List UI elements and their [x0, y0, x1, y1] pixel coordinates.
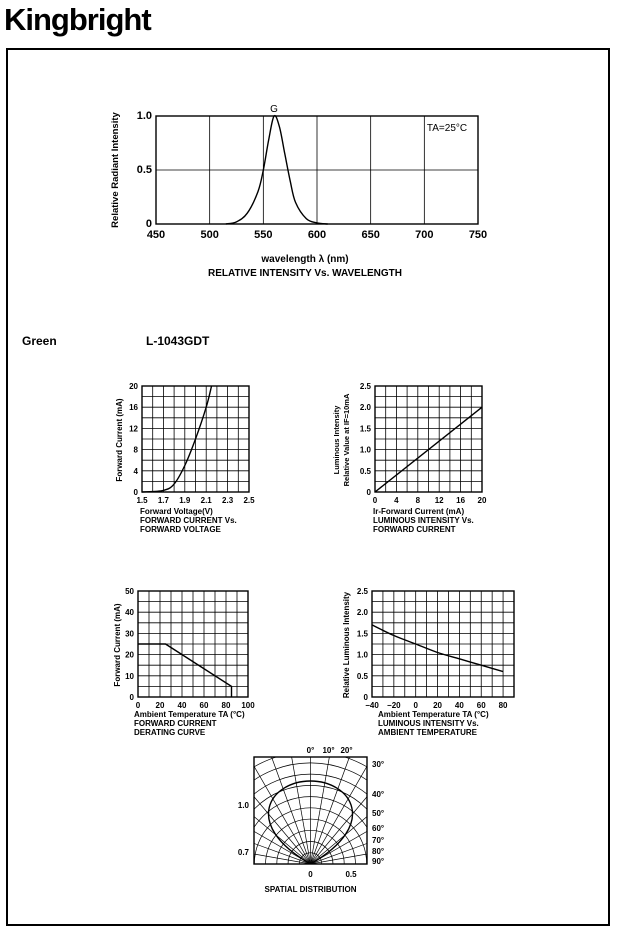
iv-caption-line1: FORWARD CURRENT Vs. — [140, 516, 237, 525]
lumtemp-ytick-label: 0 — [363, 693, 368, 702]
iv-xtick-label: 2.3 — [222, 496, 234, 505]
lumcur-ytick-label: 2.5 — [359, 382, 371, 391]
spectrum-xtick-label: 600 — [307, 229, 327, 241]
part-number: L-1043GDT — [146, 334, 210, 348]
spectrum-ylabel: Relative Radiant Intensity — [110, 112, 121, 228]
spatial-right-angle-label: 60° — [372, 824, 385, 833]
lumcur-ytick-label: 1.0 — [359, 445, 371, 455]
iv-xtick-label: 2.1 — [200, 496, 212, 505]
brand-logo: Kingbright — [4, 2, 151, 37]
iv-ylabel: Forward Current (mA) — [115, 398, 124, 482]
spatial-right-angle-label: 80° — [372, 847, 385, 856]
spatial-left-label: 0.7 — [237, 848, 249, 857]
lumcur-xtick-label: 16 — [456, 496, 466, 505]
spatial-right-angle-label: 50° — [372, 809, 385, 818]
derating-xtick-label: 60 — [199, 701, 209, 710]
lumtemp-ytick-label: 2.5 — [356, 587, 368, 596]
lumcur-xtick-label: 20 — [477, 496, 487, 505]
spatial-right-angle-label: 90° — [372, 857, 385, 866]
derating-ytick-label: 50 — [125, 587, 134, 596]
spatial-radial-line — [157, 735, 310, 864]
spectrum-xtick-label: 750 — [468, 229, 488, 241]
lumtemp-caption-line2: AMBIENT TEMPERATURE — [378, 728, 477, 737]
iv-xlabel: Forward Voltage(V) — [140, 507, 213, 516]
iv-xtick-label: 1.7 — [157, 496, 169, 505]
lumtemp-ytick-label: 2.0 — [356, 608, 368, 618]
spatial-caption: SPATIAL DISTRIBUTION — [264, 885, 357, 894]
spectrum-xtick-label: 550 — [254, 229, 273, 241]
lumcur-ylabel-line2: Relative Value at IF=10mA — [342, 393, 351, 487]
lumcur-ytick-label: 0 — [366, 488, 371, 497]
derating-xtick-label: 100 — [241, 701, 255, 710]
lumcur-xtick-label: 8 — [415, 496, 421, 505]
lumtemp-xlabel: Ambient Temperature TA (°C) — [378, 710, 489, 719]
spectrum-caption: RELATIVE INTENSITY Vs. WAVELENGTH — [208, 268, 402, 279]
lumcur-xtick-label: 0 — [372, 496, 378, 505]
iv-ytick-label: 0 — [133, 488, 138, 497]
lumcur-xlabel: Ir-Forward Current (mA) — [373, 507, 465, 516]
spectrum-ytick-label: 0.5 — [136, 164, 152, 176]
lumcur-caption-line2: FORWARD CURRENT — [373, 525, 456, 534]
lumtemp-xtick-label: −20 — [387, 701, 401, 710]
spectrum-xlabel: wavelength λ (nm) — [261, 254, 349, 265]
derating-ytick-label: 30 — [125, 629, 134, 639]
derating-ytick-label: 20 — [125, 650, 134, 660]
spectrum-xtick-label: 700 — [415, 229, 434, 241]
derating-ytick-label: 0 — [129, 693, 134, 702]
spatial-top-angle-label: 10° — [322, 746, 335, 755]
iv-ytick-label: 8 — [133, 445, 138, 455]
iv-xtick-label: 1.5 — [136, 496, 148, 505]
lumtemp-ytick-label: 1.0 — [356, 650, 368, 660]
lumcur-ytick-label: 0.5 — [359, 466, 371, 476]
lumtemp-xtick-label: 40 — [454, 701, 464, 710]
spatial-left-label: 1.0 — [237, 801, 249, 810]
lumtemp-xtick-label: 20 — [433, 701, 442, 710]
iv-ytick-label: 12 — [129, 424, 138, 434]
spatial-right-angle-label: 40° — [372, 790, 385, 799]
spectrum-xtick-label: 450 — [146, 229, 166, 241]
lumtemp-caption-line1: LUMINOUS INTENSITY Vs. — [378, 719, 479, 728]
color-name: Green — [22, 334, 57, 348]
derating-xtick-label: 80 — [221, 701, 231, 710]
derating-caption-line1: FORWARD CURRENT — [134, 719, 217, 728]
lumtemp-ytick-label: 1.5 — [356, 629, 368, 639]
spatial-radial-line — [123, 796, 311, 864]
spatial-bottom-label: 0 — [308, 870, 313, 879]
derating-series-line — [138, 644, 232, 697]
iv-ytick-label: 20 — [129, 382, 138, 391]
lumcur-ytick-label: 2.0 — [359, 403, 371, 413]
spatial-right-angle-label: 70° — [372, 836, 385, 845]
iv-caption-line2: FORWARD VOLTAGE — [140, 525, 221, 534]
spectrum-ytick-label: 0 — [145, 218, 152, 230]
spatial-top-angle-label: 0° — [306, 746, 315, 755]
iv-ytick-label: 16 — [129, 403, 138, 413]
iv-ytick-label: 4 — [133, 466, 138, 476]
spectrum-xtick-label: 500 — [200, 229, 219, 241]
derating-xlabel: Ambient Temperature TA (°C) — [134, 710, 245, 719]
derating-ytick-label: 40 — [125, 608, 134, 618]
lumtemp-xtick-label: 60 — [476, 701, 486, 710]
iv-xtick-label: 2.5 — [243, 496, 255, 505]
iv-xtick-label: 1.9 — [179, 496, 191, 505]
spatial-top-angle-label: 20° — [340, 746, 353, 755]
spatial-bottom-label: 0.5 — [345, 870, 357, 879]
spatial-radial-line — [311, 796, 499, 864]
lumtemp-xtick-label: 0 — [413, 701, 418, 710]
lumcur-ytick-label: 1.5 — [359, 424, 371, 434]
spatial-right-angle-label: 30° — [372, 760, 385, 769]
spectrum-temp-label: TA=25°C — [426, 123, 468, 134]
spectrum-ytick-label: 1.0 — [136, 110, 152, 122]
derating-xtick-label: 40 — [177, 701, 187, 710]
lumtemp-xtick-label: −40 — [365, 701, 379, 710]
lumtemp-ylabel: Relative Luminous Intensity — [342, 591, 351, 699]
derating-xtick-label: 20 — [155, 701, 165, 710]
spectrum-xtick-label: 650 — [361, 229, 380, 241]
lumcur-caption-line1: LUMINOUS INTENSITY Vs. — [373, 516, 474, 525]
lumcur-ylabel-line1: Luminous Intensity — [332, 405, 341, 475]
derating-ylabel: Forward Current (mA) — [113, 603, 122, 687]
spectrum-series-label: G — [270, 104, 278, 115]
lumcur-xtick-label: 12 — [434, 496, 444, 505]
derating-caption-line2: DERATING CURVE — [134, 728, 206, 737]
lumcur-xtick-label: 4 — [394, 496, 399, 505]
lumtemp-xtick-label: 80 — [498, 701, 508, 710]
derating-ytick-label: 10 — [125, 671, 134, 681]
derating-xtick-label: 0 — [135, 701, 141, 710]
lumtemp-ytick-label: 0.5 — [356, 671, 368, 681]
